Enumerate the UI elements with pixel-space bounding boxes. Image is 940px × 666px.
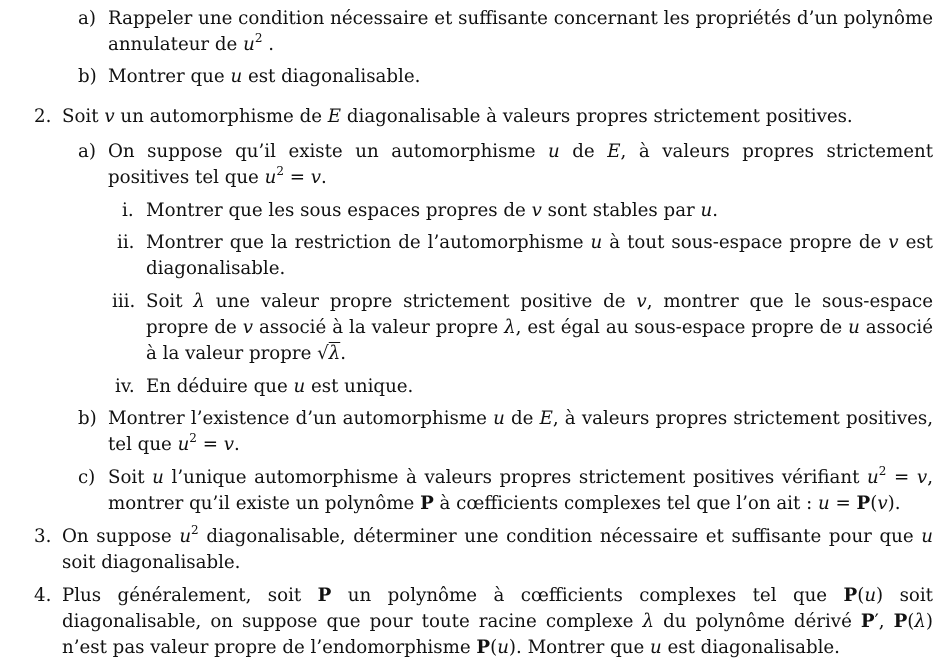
text-run: Plus généralement, soit: [62, 585, 318, 606]
text-run: Montrer que les sous espaces propres de: [146, 200, 532, 221]
text-run: On suppose qu’il existe un automorphisme: [108, 141, 549, 162]
item-label: i.: [122, 200, 134, 221]
text-run: l’unique automorphisme à valeurs propres strictement positives vérifiant: [163, 467, 868, 488]
text-run: =: [196, 434, 224, 455]
text-run: u: [700, 200, 713, 221]
text-run: un automorphisme de: [114, 106, 328, 127]
text-run: u: [590, 232, 603, 253]
question-text: [62, 524, 933, 576]
exponent: 2: [189, 431, 197, 445]
text-run: P: [843, 585, 858, 606]
question-text: [62, 583, 933, 661]
text-run: u: [243, 34, 255, 55]
item-label: a): [78, 141, 96, 162]
text-run: Soit: [146, 291, 194, 312]
text-run: u: [493, 408, 505, 429]
text-run: u: [848, 317, 860, 338]
text-run: v: [888, 232, 899, 253]
item-label: a): [78, 8, 96, 29]
text-run: (: [857, 585, 865, 606]
text-run: est unique.: [305, 376, 414, 397]
text-run: ,: [878, 611, 894, 632]
text-run: E: [607, 141, 621, 162]
text-run: diagonalisable à valeurs propres strictement positives.: [341, 106, 853, 127]
text-run: P: [893, 611, 908, 632]
item-top-b: [78, 64, 933, 90]
text-run: v: [104, 106, 115, 127]
text-run: v: [636, 291, 647, 312]
question-2a-iv: [112, 374, 933, 400]
text-run: v: [531, 200, 542, 221]
text-run: est diagonalisable.: [146, 232, 933, 279]
text-run: En déduire que: [146, 376, 294, 397]
item-label: b): [78, 66, 97, 87]
text-run: P: [317, 585, 332, 606]
text-run: v: [242, 317, 254, 338]
text-run: (: [870, 493, 878, 514]
question-2b: [78, 406, 933, 458]
text-run: u: [818, 493, 830, 514]
text-run: On suppose: [62, 526, 180, 547]
text-run: =: [886, 467, 917, 488]
text-run: P: [420, 493, 434, 514]
text-run: u: [497, 637, 509, 658]
text-run: .: [340, 343, 347, 364]
text-run: diagonalisable, déterminer une condition nécessaire et suffisante pour que: [198, 526, 922, 547]
text-run: u: [177, 434, 190, 455]
item-text: [108, 406, 933, 458]
text-run: u: [548, 141, 560, 162]
text-run: .: [712, 200, 719, 221]
question-2a: [78, 139, 933, 191]
exponent: 2: [191, 523, 199, 537]
text-run: une valeur propre strictement positive de: [204, 291, 637, 312]
text-run: à cœfficients complexes tel que l’on ait :: [433, 493, 818, 514]
question-number: 4.: [34, 585, 52, 606]
text-run: P: [856, 493, 871, 514]
question-2a-iii: [112, 289, 933, 367]
text-run: ′: [874, 611, 879, 632]
text-run: ) soit diagonalisable, on suppose que pour toute racine complexe: [62, 585, 933, 632]
text-run: associé à la valeur propre: [253, 317, 505, 338]
exponent: 2: [878, 464, 887, 478]
question-2a-ii: [112, 230, 933, 282]
item-label: iv.: [115, 376, 135, 397]
question-2: [34, 104, 933, 130]
question-3: [34, 524, 933, 576]
text-run: λ: [193, 291, 205, 312]
text-run: Montrer l’existence d’un automorphisme: [108, 408, 494, 429]
text-run: ). Montrer que: [508, 637, 650, 658]
question-2a-i: [112, 198, 933, 224]
text-run: soit diagonalisable.: [62, 552, 241, 573]
text-run: E: [539, 408, 553, 429]
text-run: du polynôme dérivé: [654, 611, 861, 632]
text-run: Montrer que la restriction de l’automorphisme: [146, 232, 591, 253]
text-run: λ: [914, 611, 926, 632]
text-run: Soit: [62, 106, 105, 127]
text-run: , est égal au sous-espace propre de: [515, 317, 849, 338]
item-top-a: [78, 6, 933, 58]
text-run: à tout sous-espace propre de: [602, 232, 889, 253]
item-text: [146, 289, 933, 367]
text-run: de: [504, 408, 540, 429]
text-run: un polynôme à cœfficients complexes tel que: [331, 585, 844, 606]
text-run: .: [234, 434, 240, 455]
item-label: c): [78, 467, 96, 488]
text-run: u: [264, 167, 277, 188]
question-number: 3.: [34, 526, 52, 547]
text-run: , montrer qu’il existe un polynôme: [108, 467, 933, 514]
item-label: ii.: [117, 232, 135, 253]
question-2c: [78, 465, 933, 517]
text-run: associé à la valeur propre: [146, 317, 933, 364]
sqrt-symbol: √: [317, 343, 329, 364]
text-run: u: [293, 376, 306, 397]
item-text: [108, 64, 933, 90]
text-run: λ: [504, 317, 516, 338]
text-run: u: [230, 66, 243, 87]
item-text: [146, 230, 933, 282]
text-run: ).: [887, 493, 901, 514]
text-run: sont stables par: [541, 200, 701, 221]
text-run: (: [490, 637, 498, 658]
item-text: [108, 139, 933, 191]
text-run: =: [829, 493, 857, 514]
text-run: u: [864, 585, 877, 606]
text-run: ) n’est pas valeur propre de l’endomorphisme: [62, 611, 933, 658]
exponent: 2: [276, 164, 284, 178]
text-run: .: [321, 167, 327, 188]
text-run: , à valeurs propres strictement positives tel que: [108, 141, 934, 188]
item-text: [146, 374, 933, 400]
item-text: [146, 198, 933, 224]
item-text: [108, 6, 933, 58]
text-run: est diagonalisable.: [661, 637, 840, 658]
text-run: de: [559, 141, 608, 162]
text-run: u: [179, 526, 192, 547]
text-run: , à valeurs propres strictement positives, tel que: [108, 408, 934, 455]
item-label: iii.: [112, 291, 136, 312]
text-run: λ: [328, 343, 341, 364]
text-run: u: [921, 526, 933, 547]
text-run: Rappeler une condition nécessaire et suffisante concernant les propriétés d’un polynôme annulateur de: [108, 8, 933, 55]
exponent: 2: [254, 31, 263, 45]
text-run: u: [650, 637, 662, 658]
item-label: b): [78, 408, 97, 429]
text-run: v: [310, 167, 322, 188]
text-run: .: [262, 34, 275, 55]
text-run: est diagonalisable.: [242, 66, 421, 87]
question-4: [34, 583, 933, 661]
question-text: [62, 104, 933, 130]
text-run: u: [152, 467, 164, 488]
text-run: Soit: [108, 467, 153, 488]
text-run: u: [867, 467, 879, 488]
text-run: v: [916, 467, 928, 488]
text-run: =: [283, 167, 311, 188]
text-run: P: [860, 611, 875, 632]
text-run: v: [877, 493, 888, 514]
text-run: (: [907, 611, 915, 632]
text-run: λ: [642, 611, 655, 632]
text-run: P: [476, 637, 491, 658]
question-number: 2.: [34, 106, 52, 127]
text-run: Montrer que: [108, 66, 231, 87]
text-run: v: [223, 434, 235, 455]
text-run: , montrer que le sous-espace propre de: [146, 291, 933, 338]
item-text: [108, 465, 933, 517]
text-run: E: [327, 106, 342, 127]
